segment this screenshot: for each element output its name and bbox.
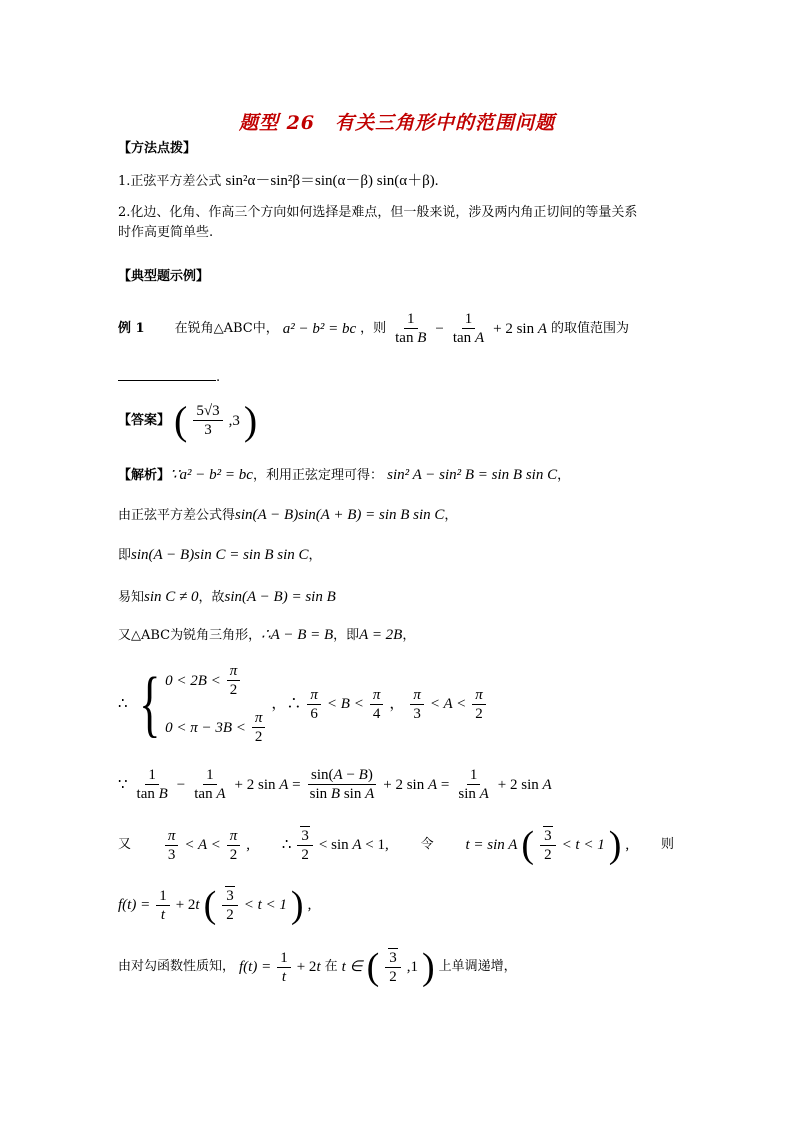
sol-line8: 又 $\frac{\pi}{3}$ < A < $\frac{\pi}{2}$ , ∴ $\frac{3}{2}$ < sin A < 1, 令 t = sin A ( $\frac{3}{2}$ < t < 1 ) , 则 — [118, 824, 674, 866]
sol-line5 — [118, 626, 415, 645]
sol-l2c: ， — [444, 508, 458, 523]
sol-line2 — [118, 506, 457, 525]
example1-text3: 的取值范围为 — [551, 320, 630, 336]
sol-l3a: 即 — [118, 548, 132, 563]
sol-l4b: sin C ≠ 0 — [144, 589, 199, 605]
answer-blank — [118, 366, 216, 381]
example1-end: . — [216, 370, 221, 385]
sol-l2b: sin(A − B)sin(A + B) = sin B sin C — [235, 507, 445, 523]
method-p1-prefix: 1.正弦平方差公式 — [118, 174, 222, 189]
sys2: 0 < π − 3B < — [165, 719, 246, 736]
sol-line4 — [118, 588, 336, 607]
frac-1-tanB: $\frac{1}{\text{tan B}}$ — [395, 311, 427, 346]
sol-l9b: 在 — [324, 959, 338, 974]
sol-l5e: ， — [402, 628, 416, 643]
sol-l5d: A = 2B — [359, 627, 403, 643]
answer-den: 3 — [204, 422, 212, 438]
sol-l4d: sin(A − B) = sin B — [224, 589, 336, 605]
sol-l1d: ， — [557, 468, 571, 483]
sol-l5a: 又△ABC为锐角三角形， — [118, 628, 262, 643]
example1-text1: 在锐角△ABC中， — [174, 320, 279, 336]
sol-l9: 由对勾函数性质知， — [118, 959, 236, 974]
sol-system: ∴ { 0 < 2B < $\frac{\pi}{2}$ 0 < π − 3B < $\frac{\pi}{2}$ ，∴ $\frac{\pi}{6}$ < B < $\frac{\pi}{4}$ ， $\frac{\pi}{3}$ < A < $\frac{\pi}{2}$ — [118, 662, 488, 746]
sol-line7: ∵ $\frac{1}{\text{tan B}}$ − $\frac{1}{\text{tan A}}$ + 2 sin A = $\frac{\sin(A - B)}{\text{sin B sin A}}$ + 2 sin A = $\frac{1}{\text{sin A}}$ + 2 sin A — [118, 767, 552, 802]
method-heading: 【方法点拨】 — [118, 141, 197, 156]
solution-label: 【解析】 — [118, 468, 171, 483]
sol-line3 — [118, 546, 322, 565]
sol-l1c: sin² A − sin² B = sin B sin C — [387, 467, 558, 483]
sol-l1a: ∵a² − b² = bc — [170, 467, 253, 483]
answer-frac — [193, 402, 222, 439]
sol-l7: 又 — [118, 837, 132, 852]
method-p2-line1: 2.化边、化角、作高三个方向如何选择是难点，但一般来说，涉及两内角正切间的等量关系 — [118, 205, 638, 220]
method-p1-formula: sin²α－sin²β＝sin(α－β) sin(α＋β). — [225, 173, 439, 189]
sol-l3b: sin(A − B)sin C = sin B sin C — [131, 547, 309, 563]
answer: 【答案】 ( $\frac{5√3}{3}$ ,3 ) — [118, 397, 258, 443]
sol-l1b: ，利用正弦定理可得： — [252, 468, 383, 483]
sol-line1 — [118, 466, 570, 485]
method-p1 — [118, 172, 439, 191]
answer-label: 【答案】 — [118, 412, 171, 428]
example1-text2: ，则 — [360, 320, 387, 336]
sol-l2a: 由正弦平方差公式得 — [118, 508, 236, 523]
sol-l4c: ，故 — [198, 590, 225, 605]
sol-l3c: ， — [308, 548, 322, 563]
sys1: 0 < 2B < — [165, 672, 221, 689]
answer-blank-line — [118, 366, 220, 387]
sol-line10: 由对勾函数性质知， f(t) = $\frac{1}{t}$ + 2t 在 t ∈ ( $\frac{3}{2}$ ,1 ) 上单调递增， — [118, 946, 517, 988]
method-p2-line2: 时作高更简单些. — [118, 225, 214, 240]
example1-label: 例 1 — [118, 320, 145, 336]
sol-l5b: ∴A − B = B — [261, 627, 334, 643]
frac-1-tanA: $\frac{1}{\text{tan A}}$ — [452, 311, 485, 346]
sol-l5c: ，即 — [333, 628, 360, 643]
answer-tail: ,3 — [228, 412, 240, 429]
sol-l7b: 令 — [420, 837, 434, 852]
answer-num: 5√3 — [193, 402, 222, 421]
sol-line9: f(t) = $\frac{1}{t}$ + 2t ( $\frac{3}{2}$ < t < 1 ) , — [118, 884, 312, 926]
examples-heading: 【典型题示例】 — [118, 269, 210, 284]
example1: 例 1 在锐角△ABC中， a² − b² = bc ，则 $\frac{1}{\text{tan B}}$ − $\frac{1}{\text{tan A}}$ + 2 sin A 的取值范围为 — [118, 311, 630, 346]
page-title: 题型 26 有关三角形中的范围问题 — [238, 112, 556, 134]
sol-l9c: 上单调递增， — [438, 959, 517, 974]
example1-cond: a² − b² = bc — [282, 320, 357, 337]
sol-l4a: 易知 — [118, 590, 145, 605]
sol-l7c: 则 — [660, 837, 674, 852]
